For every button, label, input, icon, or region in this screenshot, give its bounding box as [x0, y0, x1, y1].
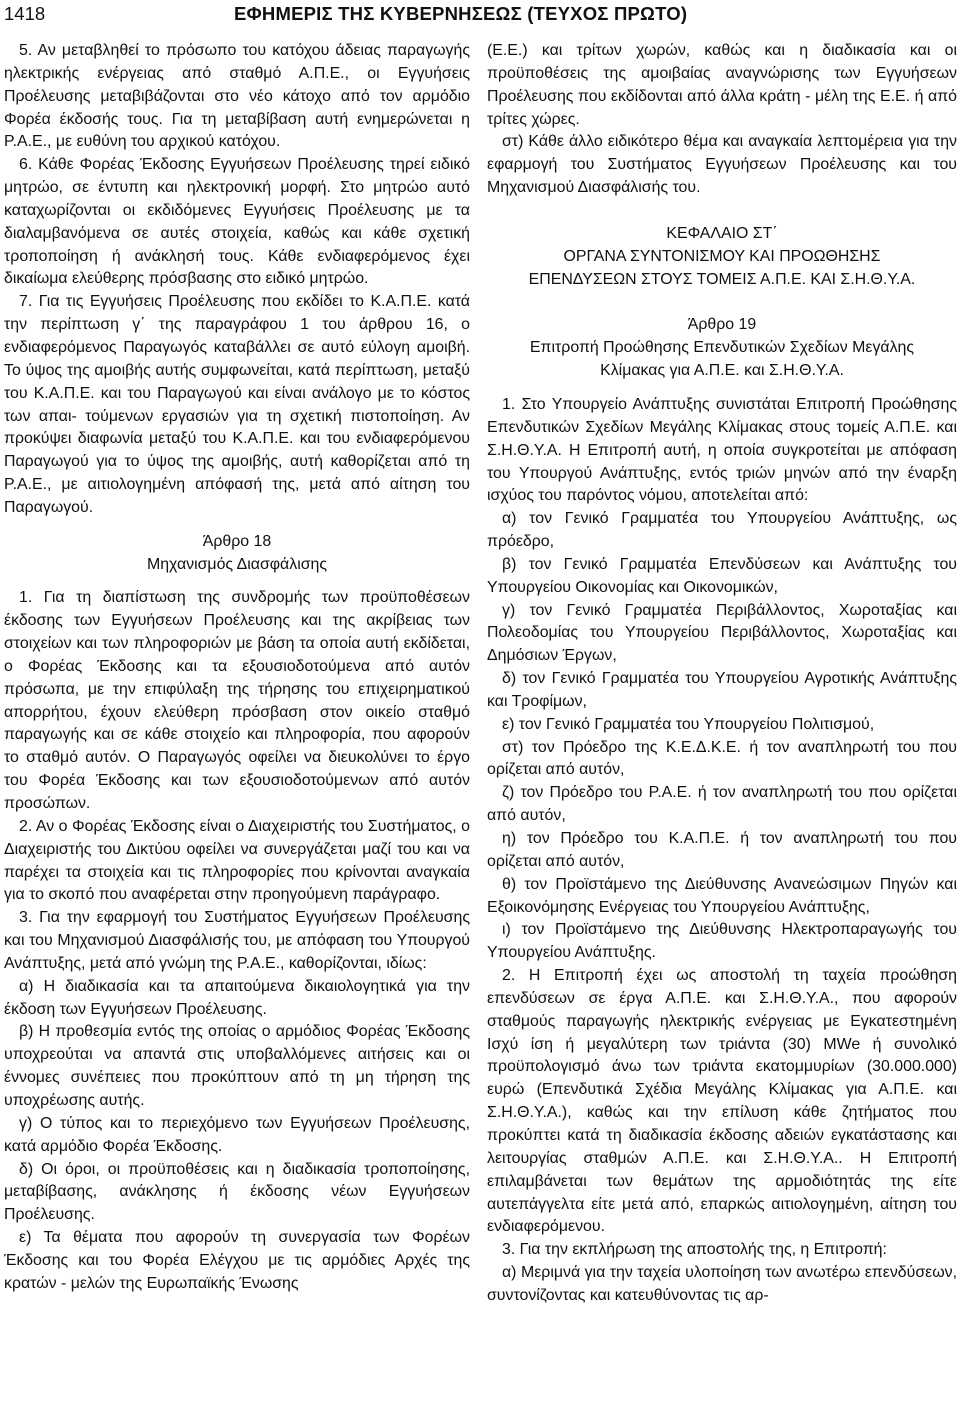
right-column	[487, 40, 957, 1308]
member-e: ε) τον Γενικό Γραμματέα του Υπουργείου Πολιτισμού,	[502, 715, 875, 733]
article-18-item-e: ε) Τα θέματα που αφορούν τη συνεργασία των Φορέων Έκδοσης και του Φορέα Ελέγχου με τις αρμόδιες Αρχές της κρατών - μελών της Ευρωπαϊκής Ένωσης	[4, 1229, 470, 1292]
article-19-paragraph-2: 2. Η Επιτροπή έχει ως αποστολή τη ταχεία προώθηση επενδύσεων σε έργα Α.Π.Ε. και Σ.Η.Θ.Υ.Α., που αφορούν σταθμούς παραγωγής ηλεκτρικής ενέργειας με Εγκατεστημένη Ισχύ ίση ή μεγαλύτερη των τριάντα (30) MWe ή συνολικό προϋπολογισμό άνω των τριάντα εκατομμυρίων (30.000.000) ευρώ (Επενδυτικά Σχέδια Μεγάλης Κλίμακας για Α.Π.Ε. και Σ.Η.Θ.Υ.Α.), καθώς και την επίλυση κάθε ζητήματος που προκύπτει κατά τη διαδικασία έκδοσης αδειών εγκατάστασης και λειτουργίας σταθμών Α.Π.Ε. και Σ.Η.Θ.Υ.Α.. Η Επιτροπή επιλαμβάνεται των θεμάτων της αρμοδιότητάς της είτε αυτεπάγγελτα είτε μετά από, επαρκώς αιτιολογημένη, αίτηση του ενδιαφερόμενου.	[487, 967, 957, 1236]
paragraph-6: 6. Κάθε Φορέας Έκδοσης Εγγυήσεων Προέλευσης τηρεί ειδικό μητρώο, σε έντυπη και ηλεκτρονική μορφή. Στο μητρώο αυτό καταχωρίζονται οι εκδιδόμενες Εγγυήσεις Προέλευσης με τα διαλαμβανόμενα σε αυτές στοιχεία, καθώς και κάθε σχετική τροποποίηση ή ανάκλησή τους. Κάθε ενδιαφερόμενος έχει δικαίωμα ελεύθερης πρόσβασης στο ειδικό μητρώο.	[4, 156, 470, 288]
article-19-subtitle: Επιτροπή Προώθησης Επενδυτικών Σχεδίων Μεγάλης Κλίμακας για Α.Π.Ε. και Σ.Η.Θ.Υ.Α.	[529, 339, 915, 380]
article-18-paragraph-1: 1. Για τη διαπίστωση της συνδρομής των προϋποθέσεων έκδοσης των Εγγυήσεων Προέλευσης και της ακρίβειας των στοιχείων και των πληροφοριών με βάση τα οποία αυτή εκδίδεται, ο Φορέας Έκδοσης και τα εξουσιοδοτούμενα από αυτόν πρόσωπα, με την επιφύλαξη της τήρησης του επιχειρηματικού απορρήτου, έχουν ελεύθερη πρόσβαση στον οικείο σταθμό παραγωγής και σε κάθε στοιχείο και πληροφορία, που αφορούν το σταθμό αυτόν. Ο Παραγωγός οφείλει να διευκολύνει το έργο του Φορέα Έκδοσης και των εξουσιοδοτούμενων από αυτόν προσώπων.	[4, 589, 470, 812]
page-header	[0, 0, 960, 44]
member-b: β) τον Γενικό Γραμματέα Επενδύσεων και Ανάπτυξης του Υπουργείου Οικονομίας και Οικονομικών,	[487, 555, 957, 596]
member-z: ζ) τον Πρόεδρο του Ρ.Α.Ε. ή τον αναπληρωτή του που ορίζεται από αυτόν,	[487, 784, 957, 825]
article-18-item-b: β) Η προθεσμία εντός της οποίας ο αρμόδιος Φορέας Έκδοσης υποχρεούται να απαντά στις υποβαλλόμενες αιτήσεις και οι έννομες συνέπειες που προκύπτουν από τη μη τήρηση της υποχρέωσης αυτής.	[4, 1023, 470, 1109]
chapter-title-line-1: ΟΡΓΑΝΑ ΣΥΝΤΟΝΙΣΜΟΥ ΚΑΙ ΠΡΟΩΘΗΣΗΣ	[563, 247, 881, 265]
article-18-title: Άρθρο 18	[202, 532, 272, 550]
paragraph-5: 5. Αν μεταβληθεί το πρόσωπο του κατόχου άδειας παραγωγής ηλεκτρικής ενέργειας από σταθμό Α.Π.Ε., οι Εγγυήσεις Προέλευσης μεταβιβάζονται στο νέο κάτοχο από τον αρμόδιο Φορέα έκδοσής τους. Για τη μεταβίβαση αυτή ενημερώνεται η Ρ.Α.Ε., με ευθύνη του αρχικού κατόχου.	[4, 42, 470, 151]
article-18-subtitle: Μηχανισμός Διασφάλισης	[146, 555, 328, 573]
article-18-paragraph-3: 3. Για την εφαρμογή του Συστήματος Εγγυήσεων Προέλευσης και του Μηχανισμού Διασφάλισής του, με απόφαση του Υπουργού Ανάπτυξης, μετά από γνώμη της Ρ.Α.Ε., καθορίζονται, ιδίως:	[4, 909, 470, 972]
article-19-title: Άρθρο 19	[687, 316, 757, 334]
member-i: ι) τον Προϊστάμενο της Διεύθυνσης Ηλεκτροπαραγωγής του Υπουργείου Ανάπτυξης.	[487, 921, 957, 962]
member-a: α) τον Γενικό Γραμματέα του Υπουργείου Ανάπτυξης, ως πρόεδρο,	[487, 510, 957, 551]
chapter-title-line-2: ΕΠΕΝΔΥΣΕΩΝ ΣΤΟΥΣ ΤΟΜΕΙΣ Α.Π.Ε. ΚΑΙ Σ.Η.Θ.Υ.Α.	[528, 270, 916, 288]
article-19-paragraph-3: 3. Για την εκπλήρωση της αποστολής της, η Επιτροπή:	[502, 1241, 887, 1259]
paragraph-7: 7. Για τις Εγγυήσεις Προέλευσης που εκδίδει το Κ.Α.Π.Ε. κατά την περίπτωση γ΄ της παραγράφου 1 του άρθρου 16, ο ενδιαφερόμενος Παραγωγός καταβάλλει σε αυτό εύλογη αμοιβή. Το ύψος της αμοιβής αυτής συμφωνείται, κατά περίπτωση, μεταξύ του Κ.Α.Π.Ε. και του Παραγωγού και είναι ανάλογο με το κόστος των απαι- τούμενων εργασιών για τη σχετική πιστοποίηση. Αν προκύψει διαφωνία μεταξύ του Κ.Α.Π.Ε. και του ενδιαφερόμενου Παραγωγού για το ύψος της αμοιβής, αυτή καθορίζεται από τη Ρ.Α.Ε., με αιτιολογημένη απόφασή της, μετά από αίτηση του Παραγωγού.	[4, 293, 470, 516]
member-c: γ) τον Γενικό Γραμματέα Περιβάλλοντος, Χωροταξίας και Πολεοδομίας του Υπουργείου Περιβάλλοντος, Χωροταξίας και Δημόσιων Έργων,	[487, 601, 957, 665]
article-18-item-a: α) Η διαδικασία και τα απαιτούμενα δικαιολογητικά για την έκδοση των Εγγυήσεων Προέλευσης.	[4, 977, 470, 1018]
member-h: η) τον Πρόεδρο του Κ.Α.Π.Ε. ή τον αναπληρωτή του που ορίζεται από αυτόν,	[487, 830, 957, 870]
article-18-item-d: δ) Οι όροι, οι προϋποθέσεις και η διαδικασία τροποποίησης, μεταβίβασης, ανάκλησης ή έκδοσης νέων Εγγυήσεων Προέλευσης.	[4, 1160, 470, 1224]
article-18-item-c: γ) Ο τύπος και το περιεχόμενο των Εγγυήσεων Προέλευσης, κατά αρμόδιο Φορέα Έκδοσης.	[4, 1114, 470, 1155]
left-column	[4, 40, 470, 1296]
page-number: 1418	[4, 3, 46, 24]
article-19-paragraph-1: 1. Στο Υπουργείο Ανάπτυξης συνιστάται Επιτροπή Προώθησης Επενδυτικών Σχεδίων Μεγάλης Κλίμακας στους τομείς Α.Π.Ε. και Σ.Η.Θ.Υ.Α. Η Επιτροπή αυτή, η οποία συγκροτείται με απόφαση του Υπουργού Ανάπτυξης, εντός τριών μηνών από την έναρξη ισχύος του παρόντος νόμου, αποτελείται από:	[487, 395, 957, 505]
member-st: στ) τον Πρόεδρο της Κ.Ε.Δ.Κ.Ε. ή τον αναπληρωτή του που ορίζεται από αυτόν,	[487, 738, 957, 779]
continuation-paragraph: (Ε.Ε.) και τρίτων χωρών, καθώς και η διαδικασία και οι προϋποθέσεις της αμοιβαίας αναγνώρισης των Εγγυήσεων Προέλευσης που εκδίδονται από άλλα κράτη - μέλη της Ε.Ε. ή από τρίτες χώρες.	[487, 42, 957, 128]
item-st: στ) Κάθε άλλο ειδικότερο θέμα και αναγκαία λεπτομέρεια για την εφαρμογή του Συστήματος Εγγυήσεων Προέλευσης και του Μηχανισμού Διασφάλισής του.	[487, 133, 957, 197]
article-18-paragraph-2: 2. Αν ο Φορέας Έκδοσης είναι ο Διαχειριστής του Συστήματος, ο Διαχειριστής του Δικτύου οφείλει να συνεργάζεται μαζί του και να παρέχει τα στοιχεία και τις πληροφορίες που κρίνονται αναγκαία για το σκοπό που αναφέρεται στην προηγούμενη παράγραφο.	[4, 817, 470, 904]
gazette-title: ΕΦΗΜΕΡΙΣ ΤΗΣ ΚΥΒΕΡΝΗΣΕΩΣ (ΤΕΥΧΟΣ ΠΡΩΤΟ)	[234, 3, 688, 24]
article-19-paragraph-3a: α) Μεριμνά για την ταχεία υλοποίηση των ανωτέρω επενδύσεων, συντονίζοντας και κατευθύνοντας τις αρ-	[487, 1264, 957, 1304]
member-d: δ) τον Γενικό Γραμματέα του Υπουργείου Αγροτικής Ανάπτυξης και Τροφίμων,	[487, 670, 957, 710]
member-th: θ) τον Προϊστάμενο της Διεύθυνσης Ανανεώσιμων Πηγών και Εξοικονόμησης Ενέργειας του Υπουργείου Ανάπτυξης,	[487, 875, 957, 916]
chapter-heading: ΚΕΦΑΛΑΙΟ ΣΤ΄	[666, 224, 778, 242]
